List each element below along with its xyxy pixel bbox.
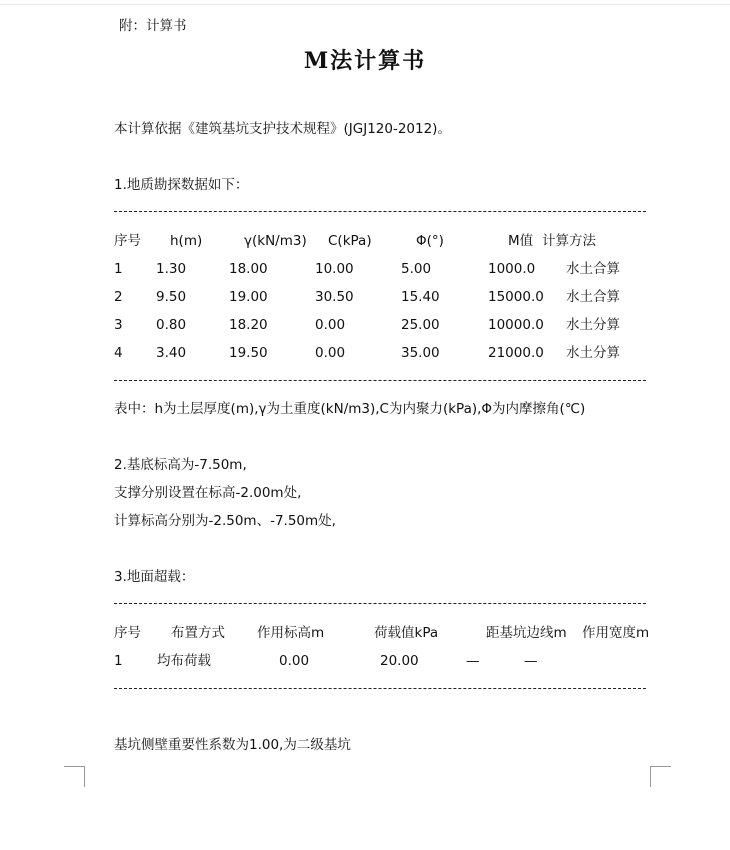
cell-m-value: 10000.0 [488, 317, 544, 333]
cell-index: 1 [114, 653, 123, 669]
cell-cohesion: 10.00 [315, 261, 354, 277]
col-header-m-value: M值 [508, 233, 534, 249]
cell-method: 水土合算 [566, 261, 620, 277]
cell-friction-angle: 15.40 [401, 289, 440, 305]
cell-friction-angle: 35.00 [401, 345, 440, 361]
cell-unit-weight: 19.50 [229, 345, 268, 361]
base-elevation-text: 2.基底标高为-7.50m, [114, 457, 247, 473]
cell-method: 水土分算 [566, 345, 620, 361]
table1-top-rule [114, 211, 646, 212]
cell-thickness: 1.30 [156, 261, 187, 277]
cell-layout: 均布荷载 [157, 653, 211, 669]
col-header-distance: 距基坑边线m [486, 625, 567, 641]
section1-heading: 1.地质勘探数据如下： [114, 177, 249, 193]
cell-index: 1 [114, 261, 123, 277]
cell-elevation: 0.00 [279, 653, 310, 669]
col-header-layout: 布置方式 [171, 625, 225, 641]
page-top-edge [0, 4, 730, 5]
col-header-index: 序号 [114, 625, 141, 641]
margin-corner-mark-left [64, 766, 85, 787]
cell-thickness: 0.80 [156, 317, 187, 333]
table2-bottom-rule [114, 688, 646, 689]
cell-cohesion: 0.00 [315, 317, 346, 333]
col-header-method: 计算方法 [542, 233, 596, 249]
calc-elevation-text: 计算标高分别为-2.50m、-7.50m处, [114, 513, 336, 529]
col-header-elevation: 作用标高m [257, 625, 325, 641]
cell-unit-weight: 19.00 [229, 289, 268, 305]
support-elevation-text: 支撑分别设置在标高-2.00m处, [114, 485, 302, 501]
cell-width: — [524, 653, 538, 669]
appendix-label: 附：计算书 [119, 18, 187, 34]
table1-note: 表中：h为土层厚度(m),γ为土重度(kN/m3),C为内聚力(kPa),Φ为内摩擦角(℃) [114, 401, 586, 417]
col-header-width: 作用宽度m [582, 625, 650, 641]
cell-friction-angle: 25.00 [401, 317, 440, 333]
cell-method: 水土合算 [566, 289, 620, 305]
col-header-load: 荷载值kPa [374, 625, 439, 641]
cell-index: 4 [114, 345, 123, 361]
cell-thickness: 3.40 [156, 345, 187, 361]
document-title: M法计算书 [303, 48, 427, 74]
importance-factor-text: 基坑侧壁重要性系数为1.00,为二级基坑 [114, 737, 351, 753]
col-header-friction-angle: Φ(°) [416, 233, 444, 249]
cell-friction-angle: 5.00 [401, 261, 432, 277]
cell-m-value: 21000.0 [488, 345, 544, 361]
cell-load: 20.00 [380, 653, 419, 669]
cell-m-value: 1000.0 [488, 261, 536, 277]
cell-index: 2 [114, 289, 123, 305]
table2-top-rule [114, 603, 646, 604]
cell-cohesion: 0.00 [315, 345, 346, 361]
col-header-cohesion: C(kPa) [328, 233, 372, 249]
col-header-index: 序号 [114, 233, 141, 249]
cell-index: 3 [114, 317, 123, 333]
cell-m-value: 15000.0 [488, 289, 544, 305]
cell-unit-weight: 18.00 [229, 261, 268, 277]
cell-thickness: 9.50 [156, 289, 187, 305]
section3-heading: 3.地面超载： [114, 569, 195, 585]
col-header-unit-weight: γ(kN/m3) [244, 233, 307, 249]
margin-corner-mark-right [650, 766, 671, 787]
cell-cohesion: 30.50 [315, 289, 354, 305]
intro-text: 本计算依据《建筑基坑支护技术规程》(JGJ120-2012)。 [114, 121, 451, 137]
table1-bottom-rule [114, 380, 646, 381]
cell-method: 水土分算 [566, 317, 620, 333]
col-header-thickness: h(m) [170, 233, 203, 249]
cell-distance: — [466, 653, 480, 669]
cell-unit-weight: 18.20 [229, 317, 268, 333]
